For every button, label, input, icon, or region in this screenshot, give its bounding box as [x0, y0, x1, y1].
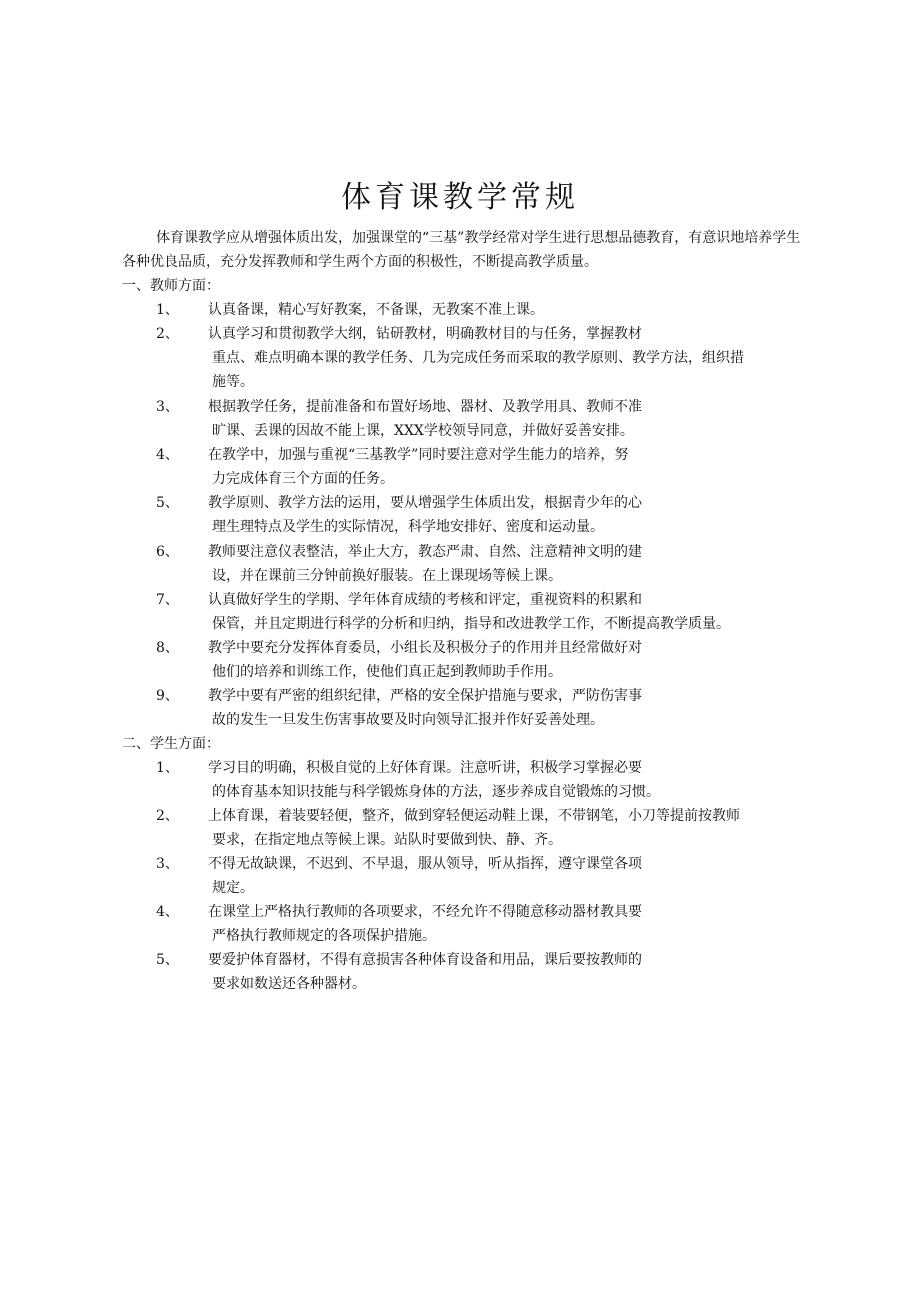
item-number: 8、	[156, 640, 179, 656]
item-number: 6、	[156, 544, 179, 560]
item-line: 严格执行教师规定的各项保护措施。	[212, 928, 436, 944]
item-line: 教学原则、教学方法的运用，要从增强学生体质出发，根据青少年的心	[208, 495, 642, 511]
item-line: 的体育基本知识技能与科学锻炼身体的方法，逐步养成自觉锻炼的习惯。	[212, 784, 660, 800]
item-number: 4、	[156, 447, 179, 463]
item-line: 保管，并且定期进行科学的分析和归纳，指导和改进教学工作，不断提高教学质量。	[212, 616, 730, 632]
item-number: 5、	[156, 495, 179, 511]
item-line: 认真备课，精心写好教案，不备课，无教案不准上课。	[208, 302, 544, 318]
item-line: 在课堂上严格执行教师的各项要求，不经允许不得随意移动器材教具要	[208, 904, 642, 920]
item-line: 要求，在指定地点等候上课。站队时要做到快、静、齐。	[212, 832, 562, 848]
item-line: 学习目的明确，积极自觉的上好体育课。注意听讲，积极学习掌握必要	[208, 760, 642, 776]
item-line: 规定。	[212, 880, 254, 896]
item-number: 3、	[156, 399, 179, 415]
item-line: 理生理特点及学生的实际情况，科学地安排好、密度和运动量。	[212, 519, 604, 535]
item-line: 要求如数送还各种器材。	[212, 976, 366, 992]
item-line: 不得无故缺课，不迟到、不早退，服从领导，听从指挥，遵守课堂各项	[208, 856, 642, 872]
item-line: 旷课、丢课的因故不能上课，XXX学校领导同意，并做好妥善安排。	[212, 423, 634, 439]
item-number: 3、	[156, 856, 179, 872]
item-line: 故的发生一旦发生伤害事故要及时向领导汇报并作好妥善处理。	[212, 712, 604, 728]
item-line: 他们的培养和训练工作，使他们真正起到教师助手作用。	[212, 664, 562, 680]
intro-paragraph: 体育课教学应从增强体质出发，加强课堂的“三基”教学经常对学生进行思想品德教育，有意识地培养学生各种优良品质，充分发挥教师和学生两个方面的积极性，不断提高教学质量。	[122, 230, 801, 270]
item-line: 施等。	[212, 374, 254, 390]
item-number: 9、	[156, 688, 179, 704]
item-number: 5、	[156, 952, 179, 968]
item-line: 力完成体育三个方面的任务。	[212, 471, 394, 487]
item-line: 要爱护体育器材，不得有意损害各种体育设备和用品，课后要按教师的	[208, 952, 642, 968]
item-line: 教学中要充分发挥体育委员，小组长及积极分子的作用并且经常做好对	[208, 640, 642, 656]
item-number: 1、	[156, 760, 179, 776]
item-line: 认真做好学生的学期、学年体育成绩的考核和评定，重视资料的积累和	[208, 592, 642, 608]
item-number: 4、	[156, 904, 179, 920]
item-number: 7、	[156, 592, 179, 608]
item-line: 设，并在课前三分钟前换好服装。在上课现场等候上课。	[212, 568, 562, 584]
item-line: 根据教学任务，提前准备和布置好场地、器材、及教学用具、教师不准	[208, 399, 642, 415]
item-line: 教学中要有严密的组织纪律，严格的安全保护措施与要求，严防伤害事	[208, 688, 642, 704]
item-number: 1、	[156, 302, 179, 318]
student-section-heading: 二、学生方面：	[122, 736, 220, 752]
item-line: 教师要注意仪表整洁，举止大方，教态严肃、自然、注意精神文明的建	[208, 544, 642, 560]
item-line: 重点、难点明确本课的教学任务、几为完成任务而采取的教学原则、教学方法，组织措	[212, 350, 744, 366]
item-line: 认真学习和贯彻教学大纲，钻研教材，明确教材目的与任务，掌握教材	[208, 326, 642, 342]
item-line: 在教学中，加强与重视“三基教学”同时要注意对学生能力的培养，努	[208, 447, 629, 463]
item-number: 2、	[156, 326, 179, 342]
item-line: 上体育课，着装要轻便，整齐，做到穿轻便运动鞋上课，不带钢笔，小刀等提前按教师	[208, 808, 740, 824]
item-number: 2、	[156, 808, 179, 824]
document-title: 体育课教学常规	[341, 180, 579, 215]
teacher-section-heading: 一、教师方面：	[122, 278, 220, 294]
